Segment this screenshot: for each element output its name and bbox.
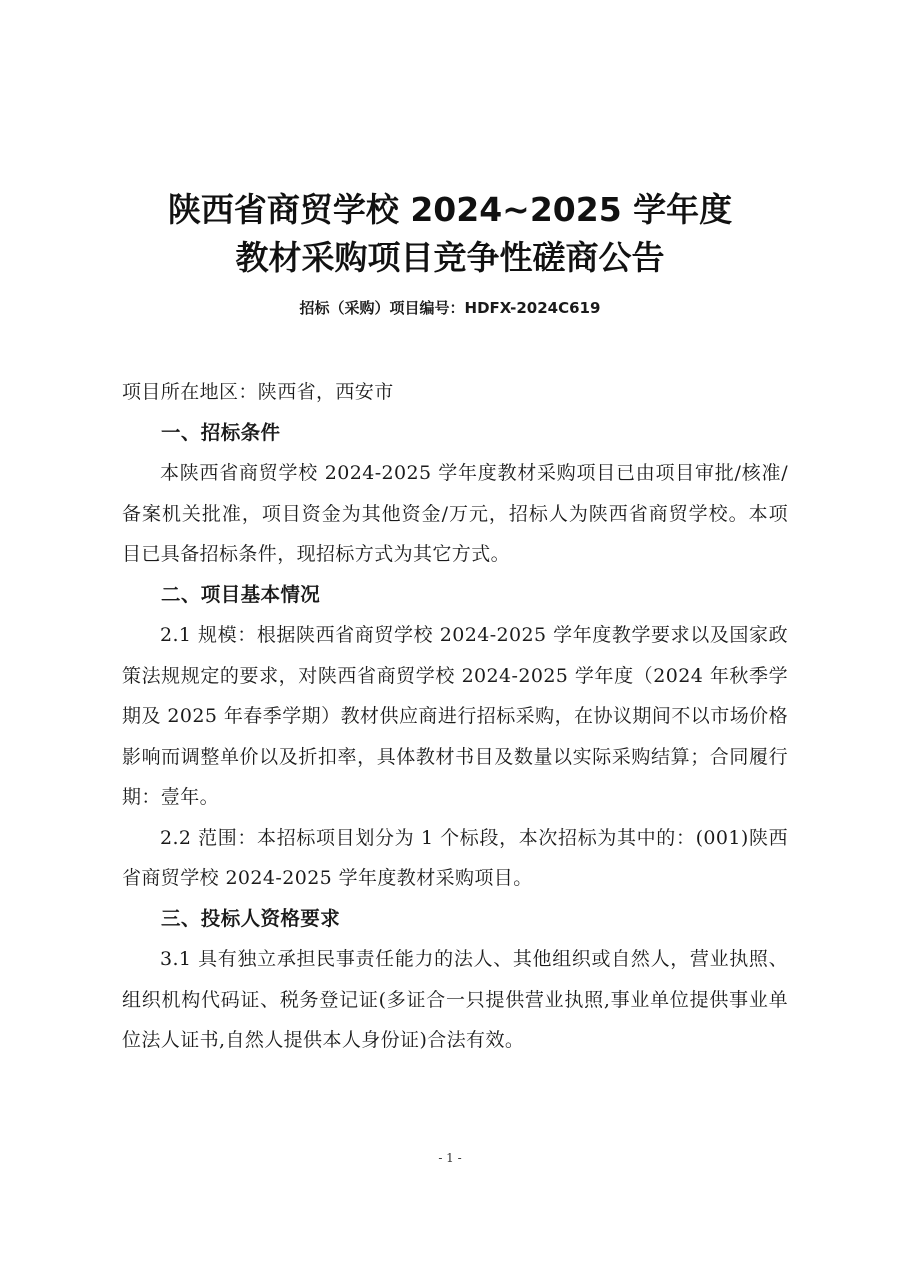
qualification-paragraph: 3.1 具有独立承担民事责任能力的法人、其他组织或自然人，营业执照、组织机构代码证、税务登记证(多证合一只提供营业执照,事业单位提供事业单位法人证书,自然人提供本人身份证)合法有效。 xyxy=(122,948,788,1051)
document-body xyxy=(122,372,788,1061)
section-heading-tender-conditions: 一、招标条件 xyxy=(161,420,281,444)
project-scope-paragraph: 2.2 范围：本招标项目划分为 1 个标段，本次招标为其中的：(001)陕西省商贸学校 2024-2025 学年度教材采购项目。 xyxy=(122,826,788,889)
document-title-line1: 陕西省商贸学校 2024~2025 学年度 xyxy=(167,190,733,229)
project-location: 项目所在地区：陕西省，西安市 xyxy=(122,381,394,403)
section-heading-project-overview: 二、项目基本情况 xyxy=(161,582,321,606)
project-code: 招标（采购）项目编号：HDFX-2024C619 xyxy=(299,299,601,317)
tender-conditions-paragraph: 本陕西省商贸学校 2024-2025 学年度教材采购项目已由项目审批/核准/备案机关批准，项目资金为其他资金/万元，招标人为陕西省商贸学校。本项目已具备招标条件，现招标方式为其它方式。 xyxy=(122,462,788,565)
document-title-line2: 教材采购项目竞争性磋商公告 xyxy=(235,238,665,277)
project-scale-paragraph: 2.1 规模：根据陕西省商贸学校 2024-2025 学年度教学要求以及国家政策法规规定的要求，对陕西省商贸学校 2024-2025 学年度（2024 年秋季学期及 2025 年春季学期）教材供应商进行招标采购，在协议期间不以市场价格影响而调整单价以及折扣率，具体教材书目及数量以实际采购结算；合同履行期：壹年。 xyxy=(122,624,788,808)
page-number: - 1 - xyxy=(438,1151,462,1165)
section-heading-bidder-qualifications: 三、投标人资格要求 xyxy=(161,906,341,930)
